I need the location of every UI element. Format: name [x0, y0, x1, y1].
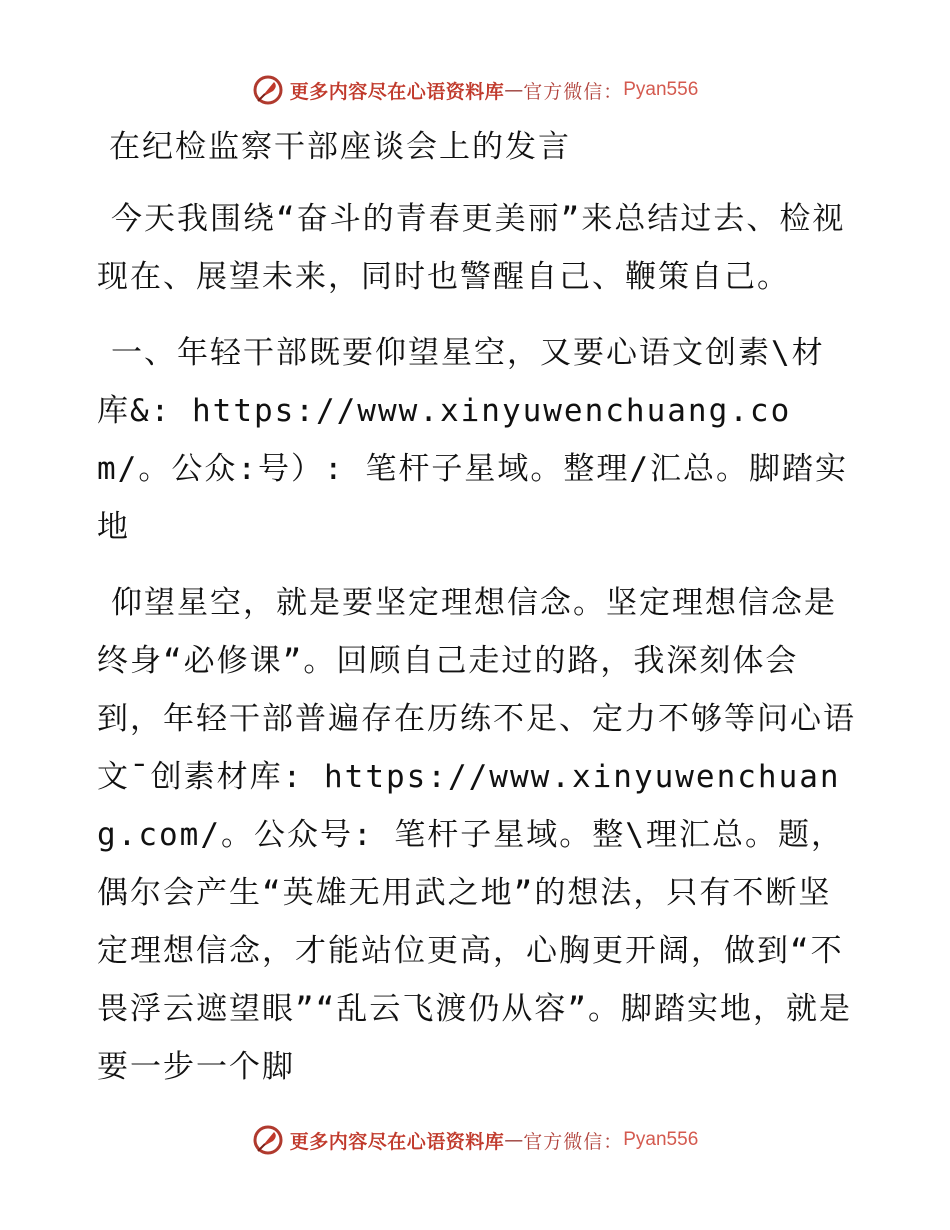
banner-separator: —	[504, 1129, 524, 1151]
header-watermark-banner	[0, 70, 950, 110]
banner-wechat-account: Pyan556	[623, 79, 699, 100]
banner-wechat-label: 官方微信：	[523, 1130, 624, 1153]
paragraph-intro: 今天我围绕“奋斗的青春更美丽”来总结过去、检视现在、展望未来，同时也警醒自己、鞭策自己。	[97, 201, 846, 295]
feather-quill-logo-icon	[252, 1124, 284, 1156]
paragraph-section-heading: 一、年轻干部既要仰望星空，又要心语文创素\材库&: https://www.xinyuwenchuang.com/。公众:号）: 笔杆子星域。整理/汇总。脚踏实地	[97, 335, 848, 545]
paragraph-body: 仰望星空，就是要坚定理想信念。坚定理想信念是终身“必修课”。回顾自己走过的路，我深刻体会到，年轻干部普遍存在历练不足、定力不够等问心语文¯创素材库: https://www.xinyuwenchuang.com/。公众号: 笔杆子星域。整\理汇总。题，偶尔会产生“英雄无用武之地”的想法，只有不断坚定理想信念，才能站位更高，心胸更开阔，做到“不畏浮云遮望眼”“乱云飞渡仍从容”。脚踏实地，就是要一步一个脚	[97, 585, 856, 1085]
document-title: 在纪检监察干部座谈会上的发言	[109, 129, 571, 165]
footer-watermark-banner	[0, 1120, 950, 1160]
banner-separator: —	[504, 79, 524, 101]
banner-wechat-account: Pyan556	[623, 1129, 699, 1150]
banner-wechat-label: 官方微信：	[523, 80, 624, 103]
document-body	[97, 118, 857, 1114]
feather-quill-logo-icon	[252, 74, 284, 106]
banner-site-name: 更多内容尽在心语资料库	[289, 80, 505, 103]
banner-site-name: 更多内容尽在心语资料库	[289, 1130, 505, 1153]
